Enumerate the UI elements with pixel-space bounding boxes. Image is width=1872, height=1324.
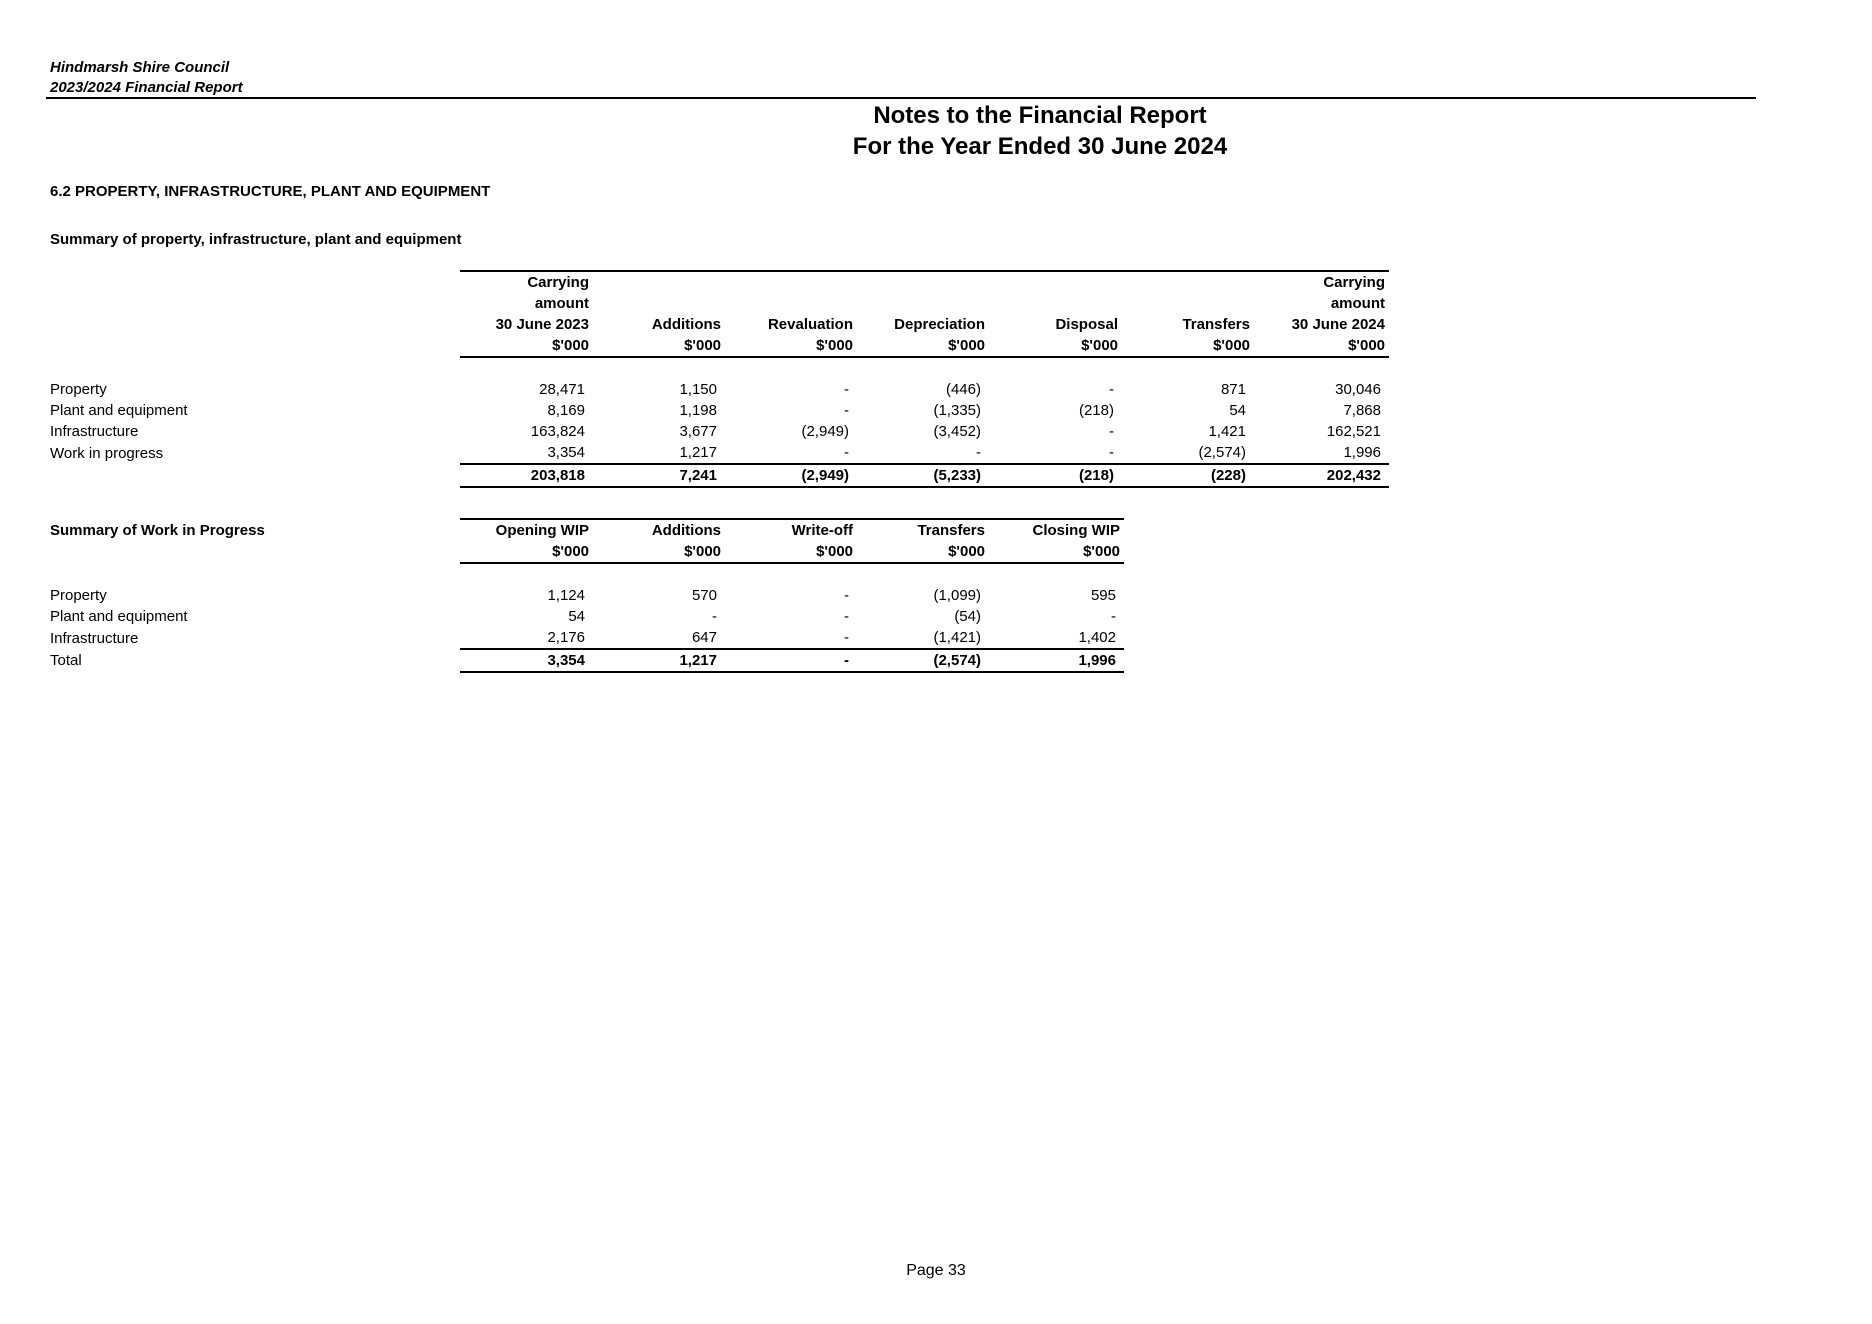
cell-value: (3,452) [933, 423, 981, 440]
cell-value: 3,354 [460, 442, 593, 464]
col-header-opening: Carrying [460, 271, 593, 293]
col-header-unit: $'000 [725, 541, 857, 563]
cell-value: - [1111, 608, 1116, 625]
cell-value: 54 [568, 608, 585, 625]
col-header-unit: $'000 [593, 541, 725, 563]
cell-value: - [1109, 423, 1114, 440]
row-label: Infrastructure [50, 629, 139, 647]
col-header-closing: Carrying [1254, 271, 1389, 293]
col-header-write-off: Write-off [725, 519, 857, 541]
col-header-depreciation: Depreciation [894, 316, 985, 333]
cell-value: - [844, 587, 849, 604]
row-label [50, 464, 460, 487]
section-heading: 6.2 PROPERTY, INFRASTRUCTURE, PLANT AND EQUIPMENT [50, 183, 491, 200]
row-label: Total [50, 652, 82, 669]
total-value: 203,818 [460, 464, 593, 487]
cell-value: (54) [954, 608, 981, 625]
cell-value: 570 [691, 587, 717, 604]
cell-value: 30,046 [1335, 381, 1381, 398]
cell-value: (218) [1078, 402, 1114, 419]
organisation-name: Hindmarsh Shire Council [50, 59, 230, 76]
row-label: Plant and equipment [50, 402, 188, 419]
cell-value: - [725, 442, 857, 464]
table-row [50, 585, 1124, 606]
total-value: (2,574) [857, 649, 989, 672]
table-row [50, 421, 1389, 442]
cell-value: - [989, 442, 1122, 464]
col-header-unit: $'000 [460, 335, 593, 357]
cell-value: - [844, 402, 849, 419]
table-row [50, 606, 1124, 627]
cell-value: 54 [1229, 402, 1246, 419]
cell-value: - [1109, 381, 1114, 398]
cell-value: 1,217 [593, 442, 725, 464]
col-header-revaluation: Revaluation [767, 316, 853, 333]
row-label: Plant and equipment [50, 608, 188, 625]
col-header-unit: $'000 [1254, 335, 1389, 357]
cell-value: 595 [1090, 587, 1116, 604]
total-value: (228) [1122, 464, 1254, 487]
cell-value: 7,868 [1343, 402, 1381, 419]
page-number: Page 33 [906, 1262, 966, 1279]
col-header-closing-wip: Closing WIP [989, 519, 1124, 541]
col-header-text: amount [1330, 295, 1385, 312]
cell-value: 647 [593, 627, 725, 649]
col-header-additions: Additions [651, 316, 721, 333]
col-header-unit: $'000 [857, 335, 989, 357]
col-header-opening-wip: Opening WIP [460, 519, 593, 541]
header-divider [46, 97, 1756, 99]
col-header-transfers: Transfers [1182, 316, 1250, 333]
wip-summary-table [50, 518, 1124, 673]
row-label: Property [50, 381, 107, 398]
cell-value: 1,996 [1254, 442, 1389, 464]
col-header-unit: $'000 [857, 541, 989, 563]
cell-value: 1,124 [547, 587, 585, 604]
total-value: 7,241 [593, 464, 725, 487]
cell-value: - [844, 381, 849, 398]
total-value: (5,233) [857, 464, 989, 487]
total-value: 1,217 [593, 649, 725, 672]
cell-value: 28,471 [539, 381, 585, 398]
table-row [50, 627, 1124, 649]
cell-value: (2,949) [801, 423, 849, 440]
col-header-additions: Additions [593, 519, 725, 541]
total-row [50, 464, 1389, 487]
report-name: 2023/2024 Financial Report [50, 79, 243, 96]
total-value: - [725, 649, 857, 672]
col-header-text: amount [534, 295, 589, 312]
cell-value: 1,198 [679, 402, 717, 419]
cell-value: 1,421 [1208, 423, 1246, 440]
col-header-disposal: Disposal [1055, 316, 1118, 333]
col-header-transfers: Transfers [857, 519, 989, 541]
total-value: 3,354 [460, 649, 593, 672]
total-value: (2,949) [725, 464, 857, 487]
total-value: 202,432 [1254, 464, 1389, 487]
cell-value: (1,099) [933, 587, 981, 604]
cell-value: 871 [1220, 381, 1246, 398]
col-header-unit: $'000 [989, 541, 1124, 563]
col-header-unit: $'000 [593, 335, 725, 357]
ppe-summary-heading: Summary of property, infrastructure, plant and equipment [50, 231, 462, 248]
row-label: Property [50, 587, 107, 604]
cell-value: - [844, 608, 849, 625]
row-label: Infrastructure [50, 423, 139, 440]
col-header-unit: $'000 [725, 335, 857, 357]
col-header-unit: $'000 [460, 541, 593, 563]
cell-value: 1,402 [989, 627, 1124, 649]
total-value: 1,996 [989, 649, 1124, 672]
col-header-unit: $'000 [989, 335, 1122, 357]
table-row [50, 400, 1389, 421]
cell-value: (446) [945, 381, 981, 398]
col-header-text: 30 June 2024 [1291, 316, 1385, 333]
cell-value: 8,169 [547, 402, 585, 419]
cell-value: - [712, 608, 717, 625]
total-value: (218) [989, 464, 1122, 487]
cell-value: - [857, 442, 989, 464]
report-header [50, 58, 243, 98]
total-row [50, 649, 1124, 672]
cell-value: 2,176 [460, 627, 593, 649]
table-row [50, 379, 1389, 400]
page-title: Notes to the Financial Report [873, 102, 1207, 129]
cell-value: (2,574) [1122, 442, 1254, 464]
cell-value: - [725, 627, 857, 649]
col-header-text: 30 June 2023 [495, 316, 589, 333]
wip-summary-heading: Summary of Work in Progress [50, 522, 265, 539]
cell-value: (1,421) [857, 627, 989, 649]
table-row [50, 442, 1389, 464]
page-subtitle: For the Year Ended 30 June 2024 [852, 133, 1228, 160]
cell-value: 163,824 [530, 423, 585, 440]
ppe-summary-table [50, 270, 1389, 488]
cell-value: 1,150 [679, 381, 717, 398]
cell-value: (1,335) [933, 402, 981, 419]
cell-value: 162,521 [1326, 423, 1381, 440]
cell-value: 3,677 [679, 423, 717, 440]
row-label: Work in progress [50, 444, 164, 462]
col-header-unit: $'000 [1122, 335, 1254, 357]
